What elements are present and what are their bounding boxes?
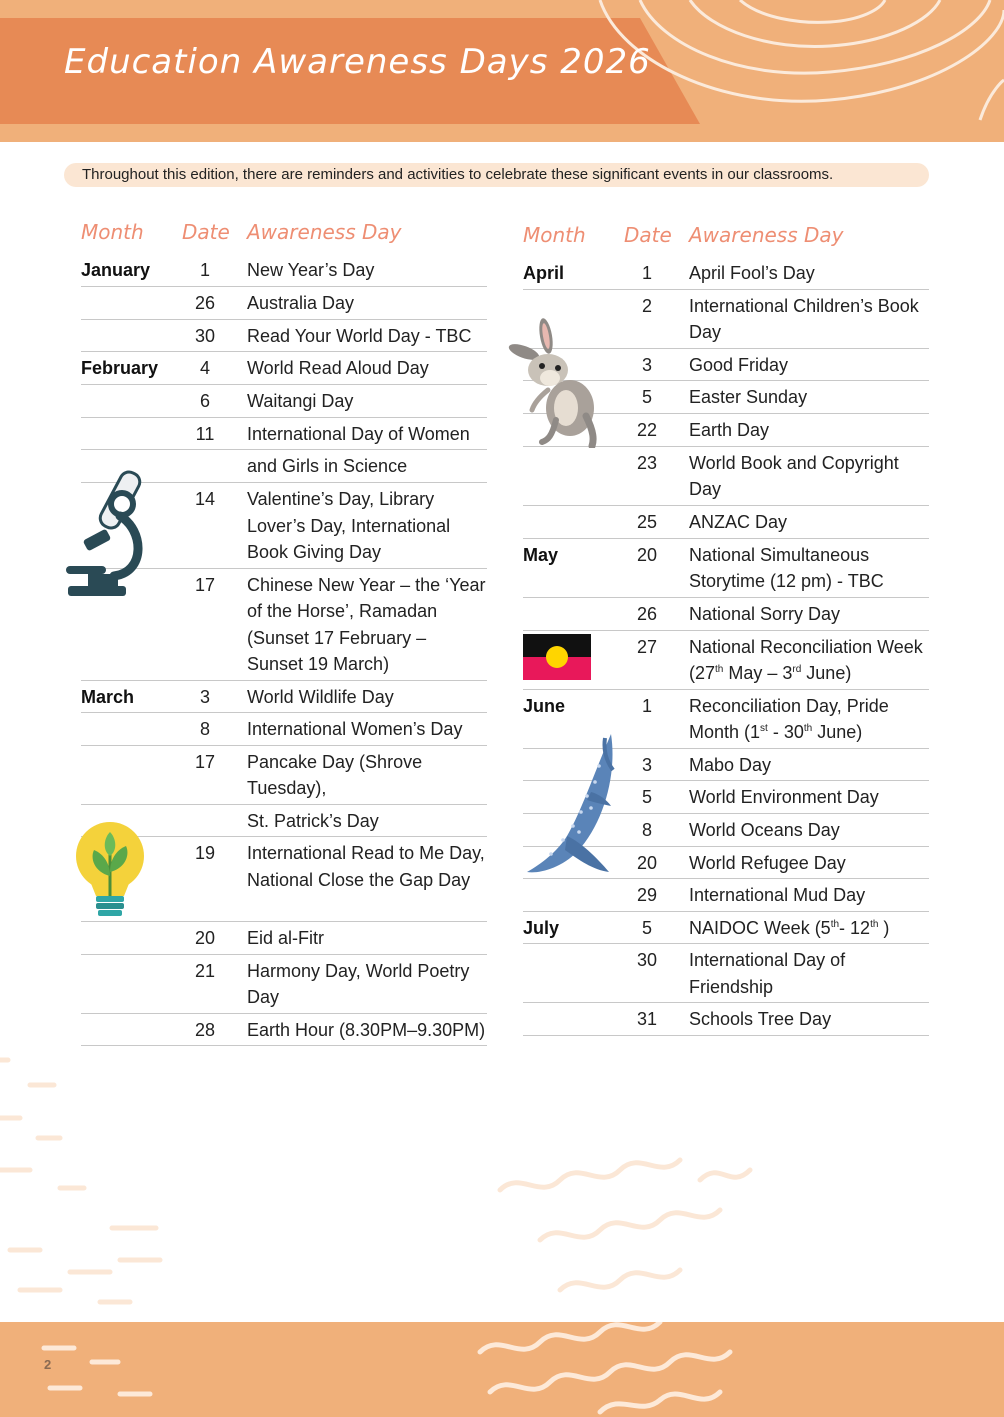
row-awareness-day: [689, 912, 929, 945]
row-date: 3: [641, 354, 652, 375]
row-date: 14: [194, 489, 216, 509]
page-title: Education Awareness Days 2026: [64, 42, 651, 82]
row-day-day-post: June): [812, 722, 863, 742]
row-awareness-day: Waitangi Day: [247, 390, 354, 411]
row-date: 20: [636, 852, 658, 873]
row-awareness-day: St. Patrick’s Day: [247, 810, 379, 831]
row-awareness-day: New Year’s Day: [247, 260, 375, 280]
row-date: 3: [641, 754, 652, 775]
row-awareness-day: Earth Hour (8.30PM–9.30PM): [247, 1019, 486, 1040]
row-date: 29: [636, 885, 658, 905]
row-date: 17: [194, 751, 216, 772]
row-date: 20: [194, 928, 216, 948]
table-row: [523, 257, 929, 290]
row-date: 28: [194, 1019, 216, 1040]
row-awareness-day: Chinese New Year – the ‘Year of the Horse’, Ramadan (Sunset 17 February – Sunset 19 March): [247, 574, 486, 674]
row-date: 1: [641, 695, 652, 716]
row-awareness-day: and Girls in Science: [247, 456, 408, 476]
row-awareness-day: International Women’s Day: [247, 719, 463, 739]
row-awareness-day: [689, 631, 929, 690]
row-day-sup2: rd: [792, 664, 802, 675]
row-awareness-day: Australia Day: [247, 292, 355, 313]
left-table-header: [81, 218, 487, 254]
row-day-sup2: th: [870, 918, 879, 930]
whale-shark-icon: [521, 732, 617, 880]
header-month: Month: [81, 220, 144, 244]
rabbit-icon: [508, 316, 602, 448]
table-row: [81, 681, 487, 714]
header-date: Date: [182, 220, 230, 244]
row-date: 6: [199, 390, 210, 411]
table-row: [523, 944, 929, 1003]
row-awareness-day: National Sorry Day: [689, 603, 841, 624]
row-awareness-day: World Wildlife Day: [247, 686, 394, 707]
row-awareness-day: Harmony Day, World Poetry Day: [247, 960, 470, 1007]
row-day-day-pre: NAIDOC Week (5: [689, 917, 831, 938]
table-row: [523, 1003, 929, 1036]
header-awareness-day: Awareness Day: [247, 220, 402, 244]
footer-decoration: [0, 1322, 1004, 1417]
table-row: [523, 447, 929, 506]
row-day-day-mid: - 12: [839, 917, 871, 938]
row-day-day-mid: - 30: [767, 722, 804, 742]
header-month: Month: [523, 223, 586, 247]
table-row: [81, 385, 487, 418]
row-awareness-day: Pancake Day (Shrove Tuesday),: [247, 751, 423, 798]
row-day-sup1: th: [830, 918, 840, 930]
row-date: 26: [194, 292, 216, 313]
row-awareness-day: World Environment Day: [689, 787, 879, 807]
row-date: 1: [199, 260, 210, 280]
table-row: [81, 746, 487, 805]
row-day-day-mid: May – 3: [723, 663, 793, 683]
row-month: July: [523, 917, 560, 938]
row-date: 17: [194, 574, 216, 595]
table-row: [81, 254, 487, 287]
header-date: Date: [624, 223, 672, 247]
aboriginal-flag-icon: [523, 634, 591, 680]
row-awareness-day: Eid al-Fitr: [247, 928, 325, 948]
row-date: 11: [195, 423, 215, 444]
table-row: [81, 287, 487, 320]
row-month: January: [81, 260, 151, 280]
table-row: [523, 912, 929, 945]
table-row: [81, 713, 487, 746]
row-date: 22: [636, 420, 658, 440]
header-band: [0, 0, 1004, 142]
row-awareness-day: April Fool’s Day: [689, 263, 815, 283]
row-date: 31: [636, 1009, 658, 1029]
row-awareness-day: Mabo Day: [689, 754, 772, 775]
table-row: [523, 506, 929, 539]
row-month: February: [81, 358, 159, 378]
left-rows: [81, 254, 487, 1046]
row-date: 5: [641, 917, 652, 938]
row-month: March: [81, 686, 135, 707]
page-number: 2: [44, 1357, 52, 1372]
row-date: 20: [636, 544, 658, 565]
row-date: 8: [641, 819, 652, 840]
row-date: 27: [636, 636, 658, 657]
header-awareness-day: Awareness Day: [689, 223, 844, 247]
table-row: [81, 955, 487, 1014]
row-awareness-day: [689, 690, 929, 749]
row-divider: [523, 1035, 929, 1036]
row-awareness-day: Valentine’s Day, Library Lover’s Day, International Book Giving Day: [247, 489, 451, 562]
table-row: [81, 352, 487, 385]
row-date: 4: [199, 358, 210, 378]
footer-band: [0, 1322, 1004, 1417]
row-awareness-day: World Refugee Day: [689, 852, 846, 873]
intro-text: Throughout this edition, there are reminders and activities to celebrate these significant events in our classrooms.: [64, 163, 929, 187]
row-awareness-day: Schools Tree Day: [689, 1009, 832, 1029]
row-date: 1: [641, 263, 652, 283]
row-awareness-day: Good Friday: [689, 354, 789, 375]
row-day-sup1: th: [715, 664, 724, 675]
background-decoration: [0, 1040, 1004, 1330]
microscope-icon: [62, 464, 148, 604]
row-day-day-pre: Reconciliation Day, Pride Month (1: [689, 695, 889, 742]
row-date: 3: [199, 686, 210, 707]
row-awareness-day: International Day of Friendship: [689, 950, 846, 997]
row-date: 19: [194, 843, 216, 863]
row-awareness-day: ANZAC Day: [689, 511, 788, 532]
row-date: 5: [641, 787, 652, 807]
row-awareness-day: International Mud Day: [689, 885, 866, 905]
row-day-day-pre: National Reconciliation Week (27: [689, 636, 923, 683]
table-row: [81, 922, 487, 955]
row-awareness-day: International Children’s Book Day: [689, 295, 919, 342]
row-awareness-day: World Read Aloud Day: [247, 358, 429, 378]
row-awareness-day: International Day of Women: [247, 423, 470, 444]
row-awareness-day: Read Your World Day - TBC: [247, 325, 472, 346]
row-month: May: [523, 544, 559, 565]
row-date: 26: [636, 603, 658, 624]
right-table-header: [523, 221, 929, 257]
row-date: 25: [636, 511, 658, 532]
row-month: April: [523, 263, 565, 283]
row-month: June: [523, 695, 566, 716]
table-row: [81, 320, 487, 353]
row-awareness-day: Earth Day: [689, 420, 770, 440]
lightbulb-plant-icon: [74, 820, 150, 922]
row-awareness-day: World Book and Copyright Day: [689, 452, 899, 499]
table-row: [523, 539, 929, 598]
row-date: 23: [636, 452, 658, 473]
row-awareness-day: National Simultaneous Storytime (12 pm) - TBC: [689, 544, 884, 591]
row-date: 2: [641, 295, 652, 316]
table-row: [523, 879, 929, 912]
row-date: 8: [199, 719, 210, 739]
row-date: 30: [636, 950, 658, 970]
row-awareness-day: Easter Sunday: [689, 387, 808, 407]
table-row: [523, 598, 929, 631]
row-day-day-post: ): [878, 917, 890, 938]
row-day-sup1: st: [760, 723, 768, 734]
row-date: 21: [194, 960, 216, 981]
table-row: [81, 418, 487, 451]
row-date: 30: [194, 325, 216, 346]
row-date: 5: [641, 387, 652, 407]
row-day-sup2: th: [803, 723, 813, 734]
row-awareness-day: International Read to Me Day, National Close the Gap Day: [247, 843, 485, 890]
row-day-day-post: June): [801, 663, 852, 683]
row-awareness-day: World Oceans Day: [689, 819, 840, 840]
